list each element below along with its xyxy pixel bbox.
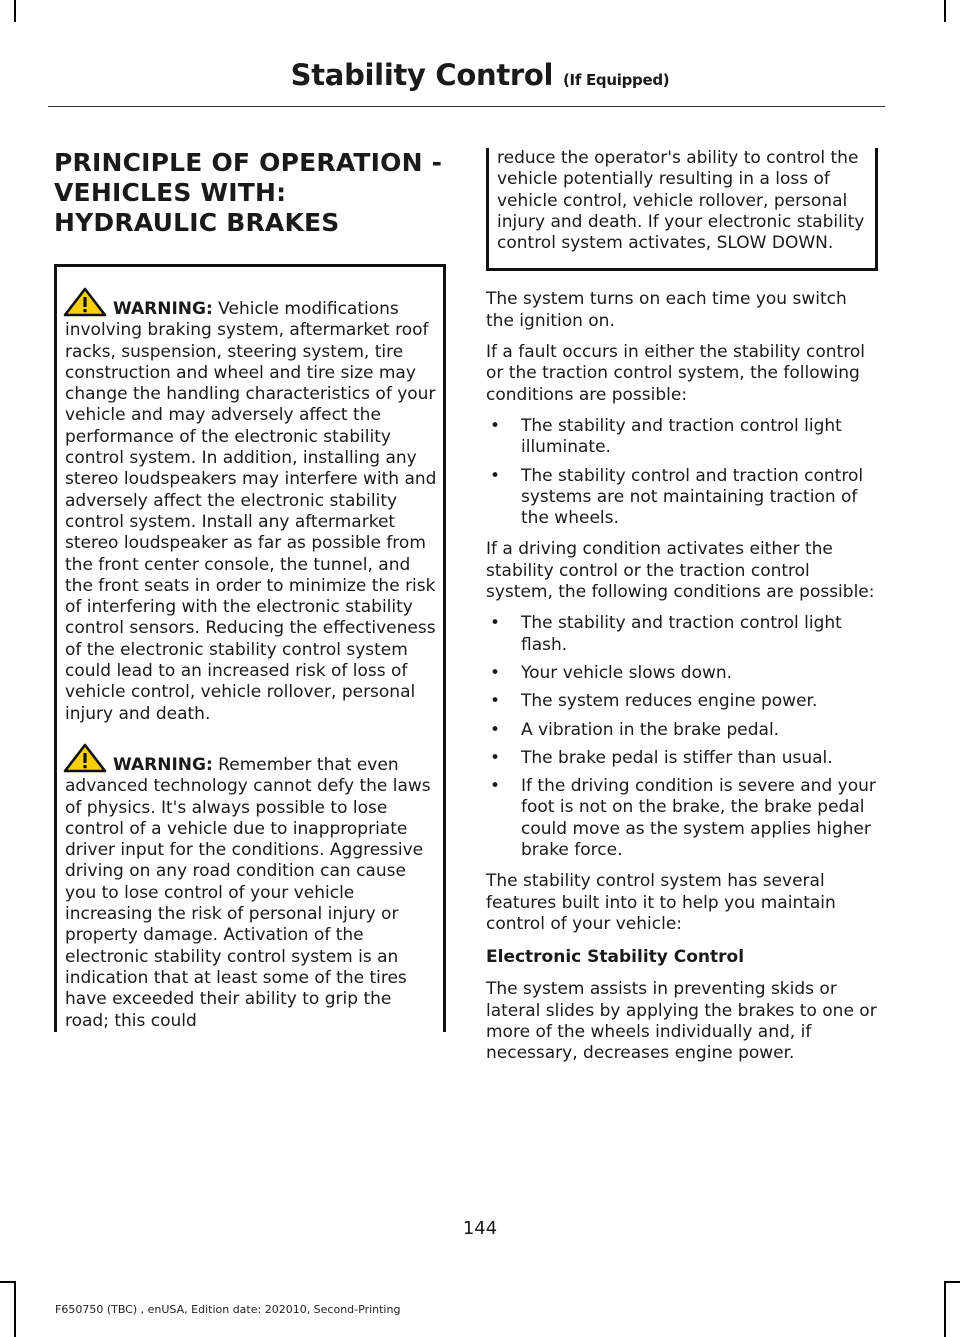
list-item: • A vibration in the brake pedal. <box>486 720 878 741</box>
warning-2-label: WARNING: <box>113 754 213 775</box>
page-header <box>0 58 960 92</box>
header-subtitle: (If Equipped) <box>563 71 670 89</box>
crop-mark-top-right <box>944 0 946 22</box>
header-rule <box>48 106 885 107</box>
warning-2 <box>65 743 437 1032</box>
right-column <box>486 148 878 1074</box>
warning-1-text: Vehicle modifications involving braking system, aftermarket roof racks, suspension, steering system, tire construction and wheel and tire size may change the handling characteristics of your vehicle and may adversely affect the performance of the electronic stability control system. In addition, installing any stereo loudspeakers may interfere with and adversely affect the electronic stability control system. Install any aftermarket stereo loudspeaker as far as possible from the front center console, the tunnel, and the front seats in order to minimize the risk of interfering with the electronic stability control sensors. Reducing the effectiveness of the electronic stability control system could lead to an increased risk of loss of vehicle control, vehicle rollover, personal injury and death. <box>65 299 437 724</box>
list-item: • Your vehicle slows down. <box>486 663 878 684</box>
list-item: • The stability and traction control light flash. <box>486 613 878 656</box>
section-heading: PRINCIPLE OF OPERATION - VEHICLES WITH: HYDRAULIC BRAKES <box>54 148 443 237</box>
activation-conditions-list <box>486 613 878 861</box>
list-item: • The stability control and traction control systems are not maintaining traction of the wheels. <box>486 466 878 530</box>
warning-1-label: WARNING: <box>113 299 213 319</box>
warning-box-start <box>54 264 446 1032</box>
warning-triangle-icon <box>63 743 107 773</box>
warning-2-continued: reduce the operator's ability to control the vehicle potentially resulting in a loss of vehicle control, vehicle rollover, personal injury and death. If your electronic stability control system activates, SLOW DOWN. <box>497 148 865 254</box>
crop-mark-bottom-right-h <box>944 1281 960 1283</box>
fault-conditions-list <box>486 416 878 529</box>
list-item: • The system reduces engine power. <box>486 691 878 712</box>
list-item: • The brake pedal is stiffer than usual. <box>486 748 878 769</box>
paragraph-features: The stability control system has several features built into it to help you maintain control of your vehicle: <box>486 871 836 934</box>
left-column <box>54 148 446 1032</box>
list-item: • If the driving condition is severe and your foot is not on the brake, the brake pedal could move as the system applies higher brake force. <box>486 776 878 861</box>
paragraph-ignition: The system turns on each time you switch the ignition on. <box>486 289 847 331</box>
paragraph-fault: If a fault occurs in either the stability control or the traction control system, the following conditions are possible: <box>486 342 865 405</box>
subheading-esc: Electronic Stability Control <box>486 947 745 968</box>
warning-triangle-icon <box>63 287 107 317</box>
warning-2-text: Remember that even advanced technology cannot defy the laws of physics. It's always possible to lose control of a vehicle due to inappropriate driver input for the conditions. Aggressive driving on any road condition can cause you to lose control of your vehicle increasing the risk of personal injury or property damage. Activation of the electronic stability control system is an indication that at least some of the tires have exceeded their ability to grip the road; this could <box>65 754 431 1031</box>
crop-mark-bottom-right-v <box>944 1281 946 1337</box>
crop-mark-top-left <box>14 0 16 22</box>
list-item: • The stability and traction control light illuminate. <box>486 416 878 459</box>
paragraph-activation: If a driving condition activates either the stability control or the traction control system, the following conditions are possible: <box>486 539 875 603</box>
crop-mark-bottom-left-v <box>14 1281 16 1337</box>
edition-info: F650750 (TBC) , enUSA, Edition date: 202010, Second-Printing <box>55 1303 401 1316</box>
crop-mark-bottom-left-h <box>0 1281 16 1283</box>
warning-box-end <box>486 148 878 271</box>
warning-1 <box>65 287 437 725</box>
header-title: Stability Control <box>290 58 554 92</box>
paragraph-esc: The system assists in preventing skids or lateral slides by applying the brakes to one or more of the wheels individually and, if necessary, decreases engine power. <box>486 979 877 1064</box>
page-number: 144 <box>462 1218 498 1239</box>
